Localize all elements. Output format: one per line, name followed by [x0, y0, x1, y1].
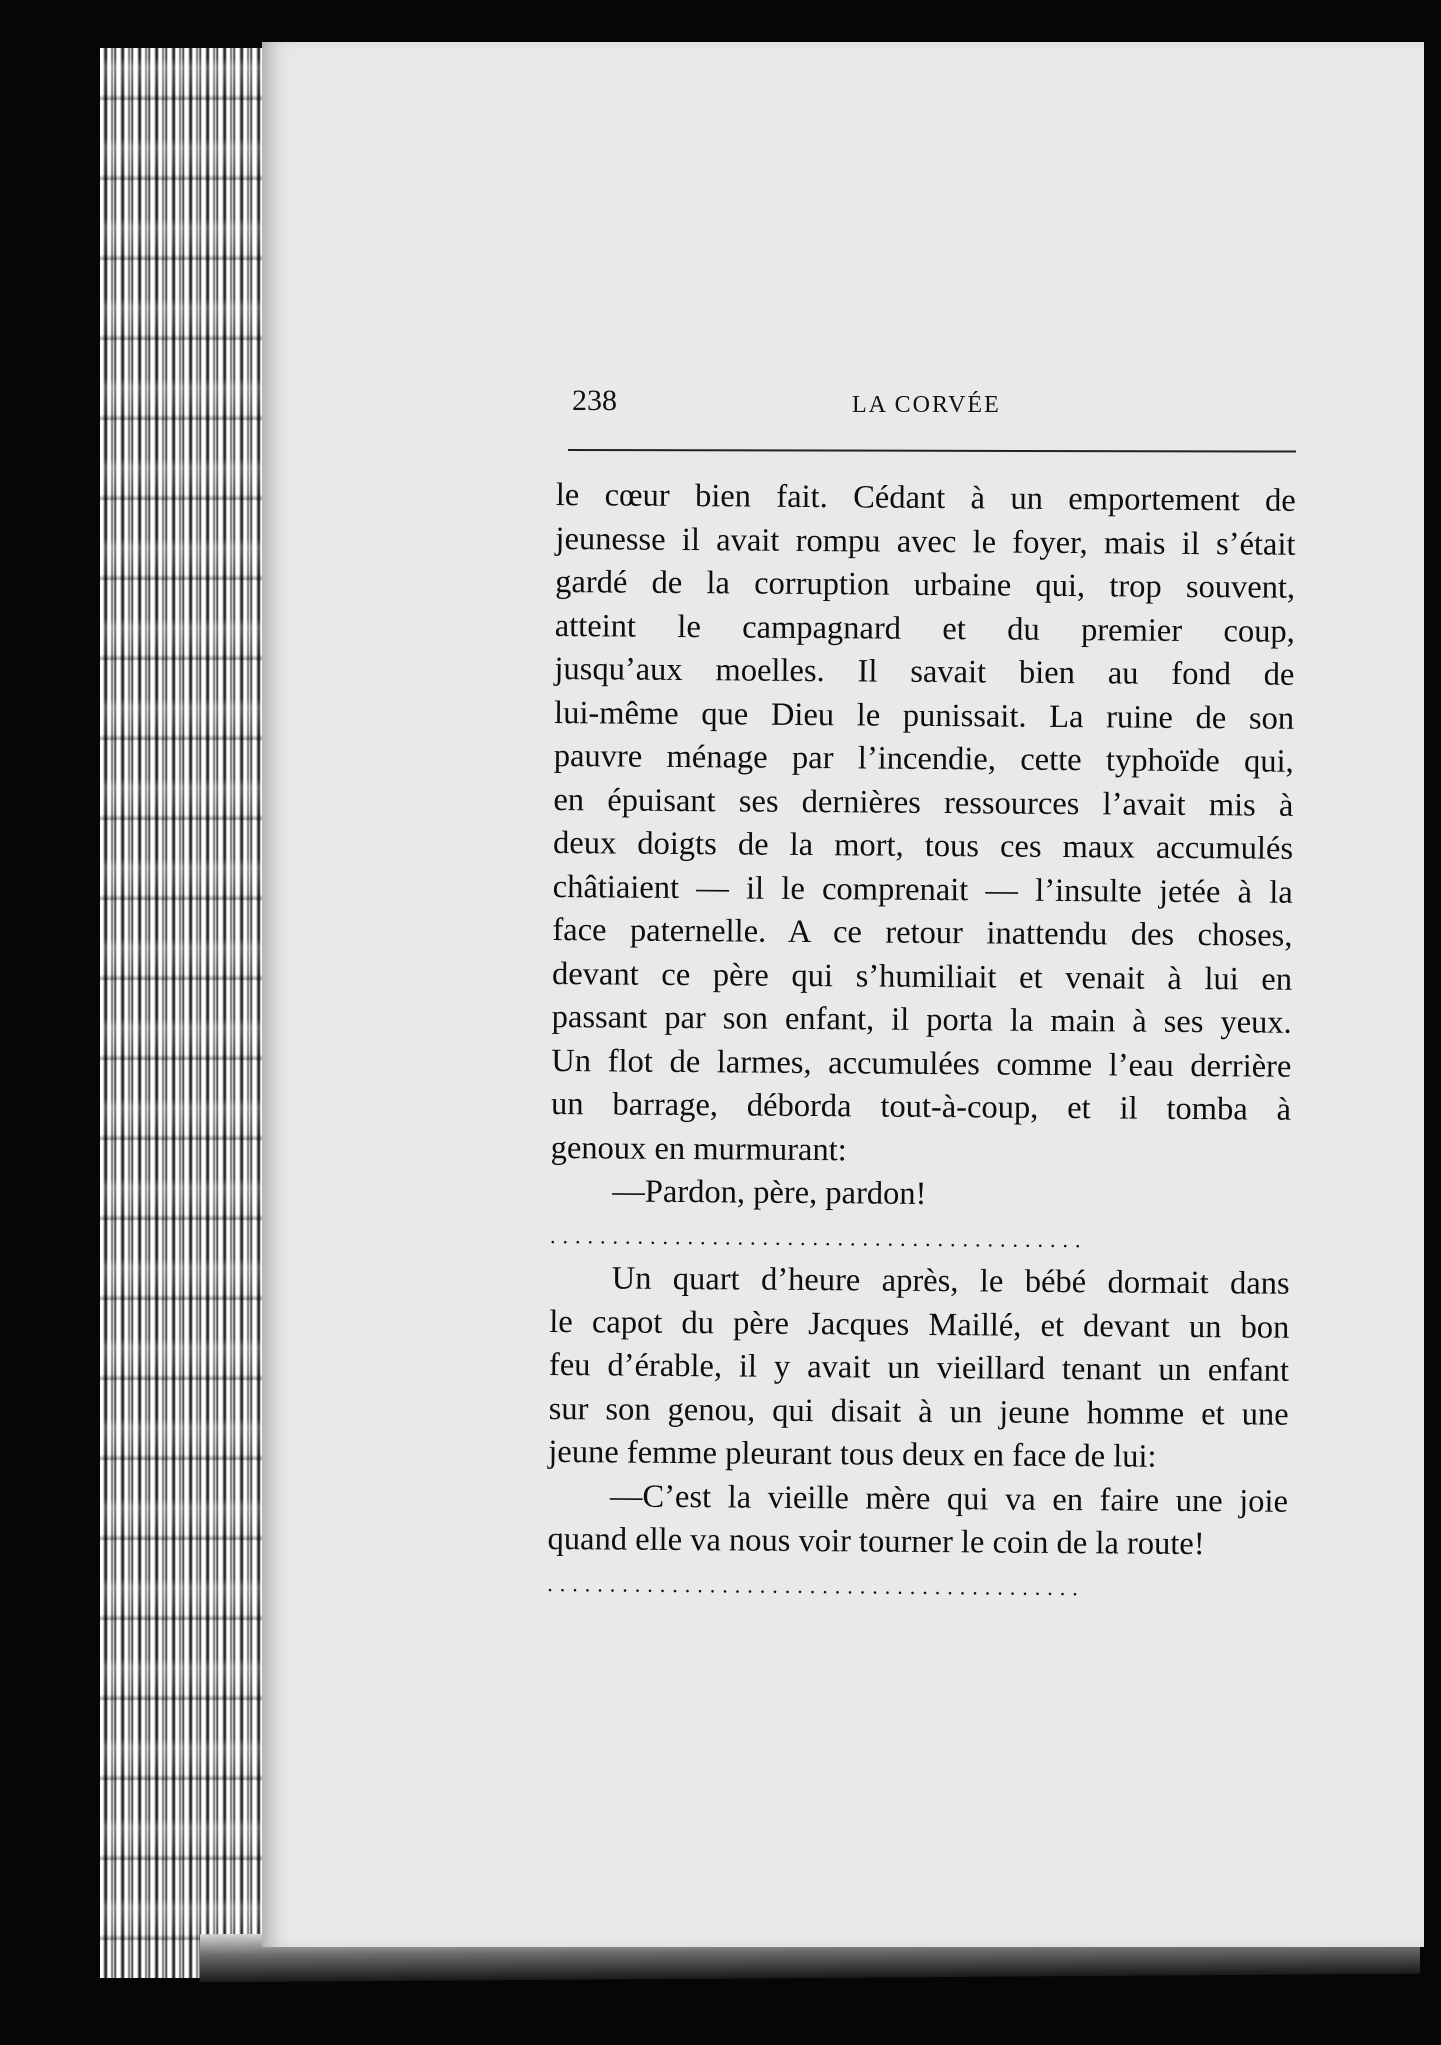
text-line: gardé de la corruption urbaine qui, trop souvent, [555, 563, 1296, 606]
section-separator: ........................................... [547, 1570, 1085, 1600]
text-line: Un quart d’heure après, le bébé dormait dans [611, 1260, 1290, 1302]
text-line: un barrage, déborda tout-à-coup, et il tomba à [550, 1085, 1292, 1128]
text-line: atteint le campagnard et du premier coup, [554, 607, 1295, 650]
text-line: châtiaient — il le comprenait — l’insulte jetée à la [552, 868, 1293, 911]
text-line: passant par son enfant, il porta la main à ses yeux. [551, 998, 1292, 1041]
text-line: face paternelle. A ce retour inattendu des choses, [552, 911, 1293, 954]
page-edges [100, 48, 280, 1978]
text-line: deux doigts de la mort, tous ces maux accumulés [552, 824, 1294, 867]
paragraph-1 [551, 474, 1296, 1176]
text-line: pauvre ménage par l’incendie, cette typhoïde qui, [553, 737, 1294, 780]
text-line: sur son genou, qui disait à un jeune homme et une [548, 1390, 1289, 1433]
dialogue-line: —C’est la vieille mère qui va en faire une joie [609, 1477, 1289, 1520]
text-line: le cœur bien fait. Cédant à un emportement de [555, 476, 1296, 519]
body-text [547, 474, 1296, 1611]
paragraph-2 [548, 1257, 1290, 1480]
text-line: jusqu’aux moelles. Il savait bien au fond de [554, 650, 1295, 693]
text-line: jeunesse il avait rompu avec le foyer, mais il s’était [555, 520, 1296, 563]
text-line: jeune femme pleurant tous deux en face de lui: [548, 1433, 1157, 1475]
page-header [570, 384, 1300, 434]
page-number: 238 [572, 384, 617, 417]
section-separator: ........................................... [549, 1222, 1088, 1252]
text-line: le capot du père Jacques Maillé, et devant un bon [549, 1303, 1290, 1346]
text-line: lui-même que Dieu le punissait. La ruine de son [553, 694, 1295, 737]
text-line: devant ce père qui s’humiliait et venait à lui en [551, 955, 1293, 998]
text-line: quand elle va nous voir tourner le coin de la route! [547, 1520, 1205, 1563]
running-title: LA CORVÉE [852, 392, 1001, 418]
text-line: Un flot de larmes, accumulées comme l’eau derrière [551, 1042, 1292, 1085]
text-line: genoux en murmurant: [550, 1129, 847, 1168]
dialogue-line: —Pardon, père, pardon! [612, 1173, 927, 1212]
text-line: en épuisant ses dernières ressources l’avait mis à [553, 781, 1294, 824]
text-line: feu d’érable, il y avait un vieillard tenant un enfant [548, 1346, 1290, 1389]
dialogue-2 [547, 1474, 1288, 1567]
